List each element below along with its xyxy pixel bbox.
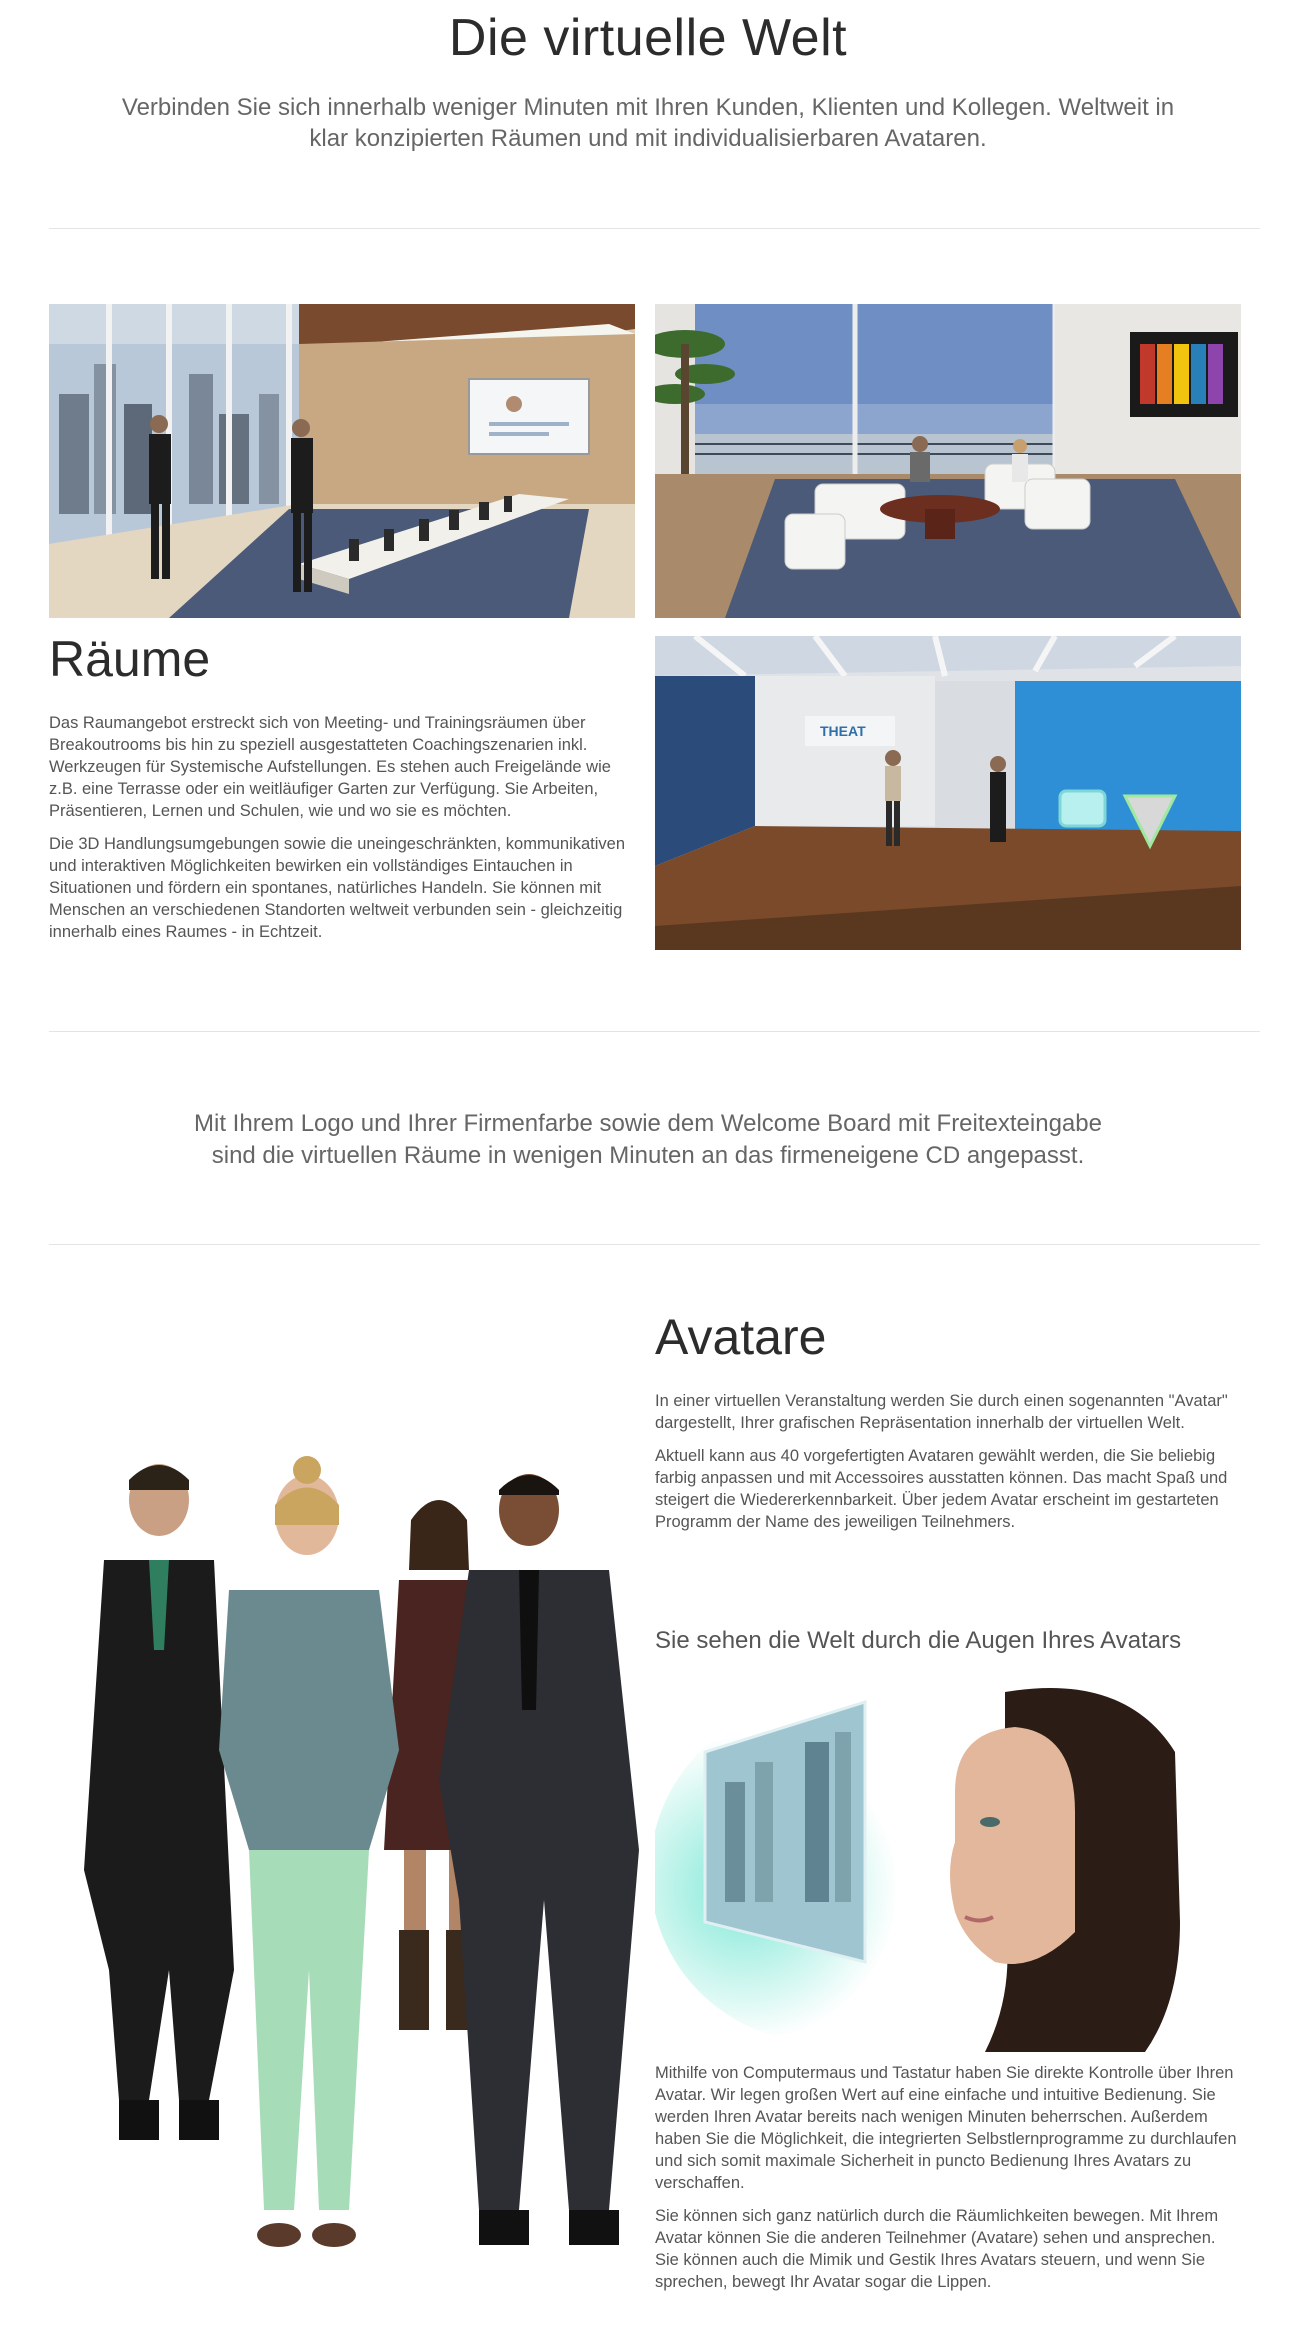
rooms-paragraph: Die 3D Handlungsumgebungen sowie die uneingeschränkten, kommunikativen und interaktiven Möglichkeiten bewirken ein vollständiges Eintauchen in Situationen und fördern ein spontanes, natürliches Handeln. Sie können mit Menschen an verschiedenen Standorten weltweit verbunden sein - gleichzeitig innerhalb eines Raumes - in Echtzeit. [49, 835, 626, 941]
divider [49, 1031, 1260, 1032]
branding-text: Mit Ihrem Logo und Ihrer Firmenfarbe sowie dem Welcome Board mit Freitexteingabe sind die virtuellen Räume in wenigen Minuten an das firmeneigene CD angepasst. [194, 1110, 1102, 1169]
avatars-paragraph: Mithilfe von Computermaus und Tastatur haben Sie direkte Kontrolle über Ihren Avatar. Wir legen großen Wert auf eine einfache und intuitive Bedienung. Sie werden Ihren Avatar bereits nach wenigen Minuten beherrschen. Außerdem haben Sie die Möglichkeit, die integrierten Selbstlernprogramme zu durchlaufen und sich somit maximale Sicherheit in puncto Bedienung Ihres Avatars zu verschaffen. [655, 2064, 1237, 2192]
divider [49, 228, 1260, 229]
page-subtitle: Verbinden Sie sich innerhalb weniger Minuten mit Ihren Kunden, Klienten und Kollegen. Weltweit in klar konzipierten Räumen und mit individualisierbaren Avataren. [121, 94, 1175, 152]
meeting-room-image [49, 304, 635, 618]
rooms-text [49, 712, 635, 954]
avatars-paragraph: Sie können sich ganz natürlich durch die Räumlichkeiten bewegen. Mit Ihrem Avatar können Sie die anderen Teilnehmer (Avatare) sehen und ansprechen. Sie können auch die Mimik und Gestik Ihres Avatars steuern, und wenn Sie sprechen, bewegt Ihr Avatar sogar die Lippen. [655, 2207, 1219, 2291]
avatars-control-text [655, 2062, 1241, 2304]
divider [49, 1244, 1260, 1245]
avatar-view-image [655, 1672, 1241, 2052]
avatars-paragraph: In einer virtuellen Veranstaltung werden Sie durch einen sogenannten "Avatar" dargestellt, Ihrer grafischen Repräsentation innerhalb der virtuellen Welt. [655, 1392, 1228, 1432]
avatars-subheading: Sie sehen die Welt durch die Augen Ihres Avatars [655, 1627, 1182, 1654]
avatar-group-image [49, 1450, 649, 2260]
rooms-heading: Räume [49, 631, 211, 687]
rooms-paragraph: Das Raumangebot erstreckt sich von Meeting- und Trainingsräumen über Breakoutrooms bis hin zu speziell ausgestatteten Coachingszenarien inkl. Werkzeugen für Systemische Aufstellungen. Es stehen auch Freigelände wie z.B. eine Terrasse oder ein weitläufiger Garten zur Verfügung. Sie Arbeiten, Präsentieren, Lernen und Schulen, wie und wo sie es möchten. [49, 714, 611, 820]
avatars-paragraph: Aktuell kann aus 40 vorgefertigten Avataren gewählt werden, die Sie beliebig farbig anpassen und mit Accessoires ausstatten können. Das macht Spaß und steigert die Wiedererkennbarkeit. Über jedem Avatar erscheint im gestarteten Programm der Name des jeweiligen Teilnehmers. [655, 1447, 1228, 1531]
page-title: Die virtuelle Welt [448, 9, 848, 67]
lobby-room-image [655, 636, 1241, 950]
screen-logo-text: THEAT [820, 723, 866, 739]
avatars-text [655, 1390, 1241, 1544]
avatars-heading: Avatare [655, 1309, 827, 1365]
lounge-room-image [655, 304, 1241, 618]
